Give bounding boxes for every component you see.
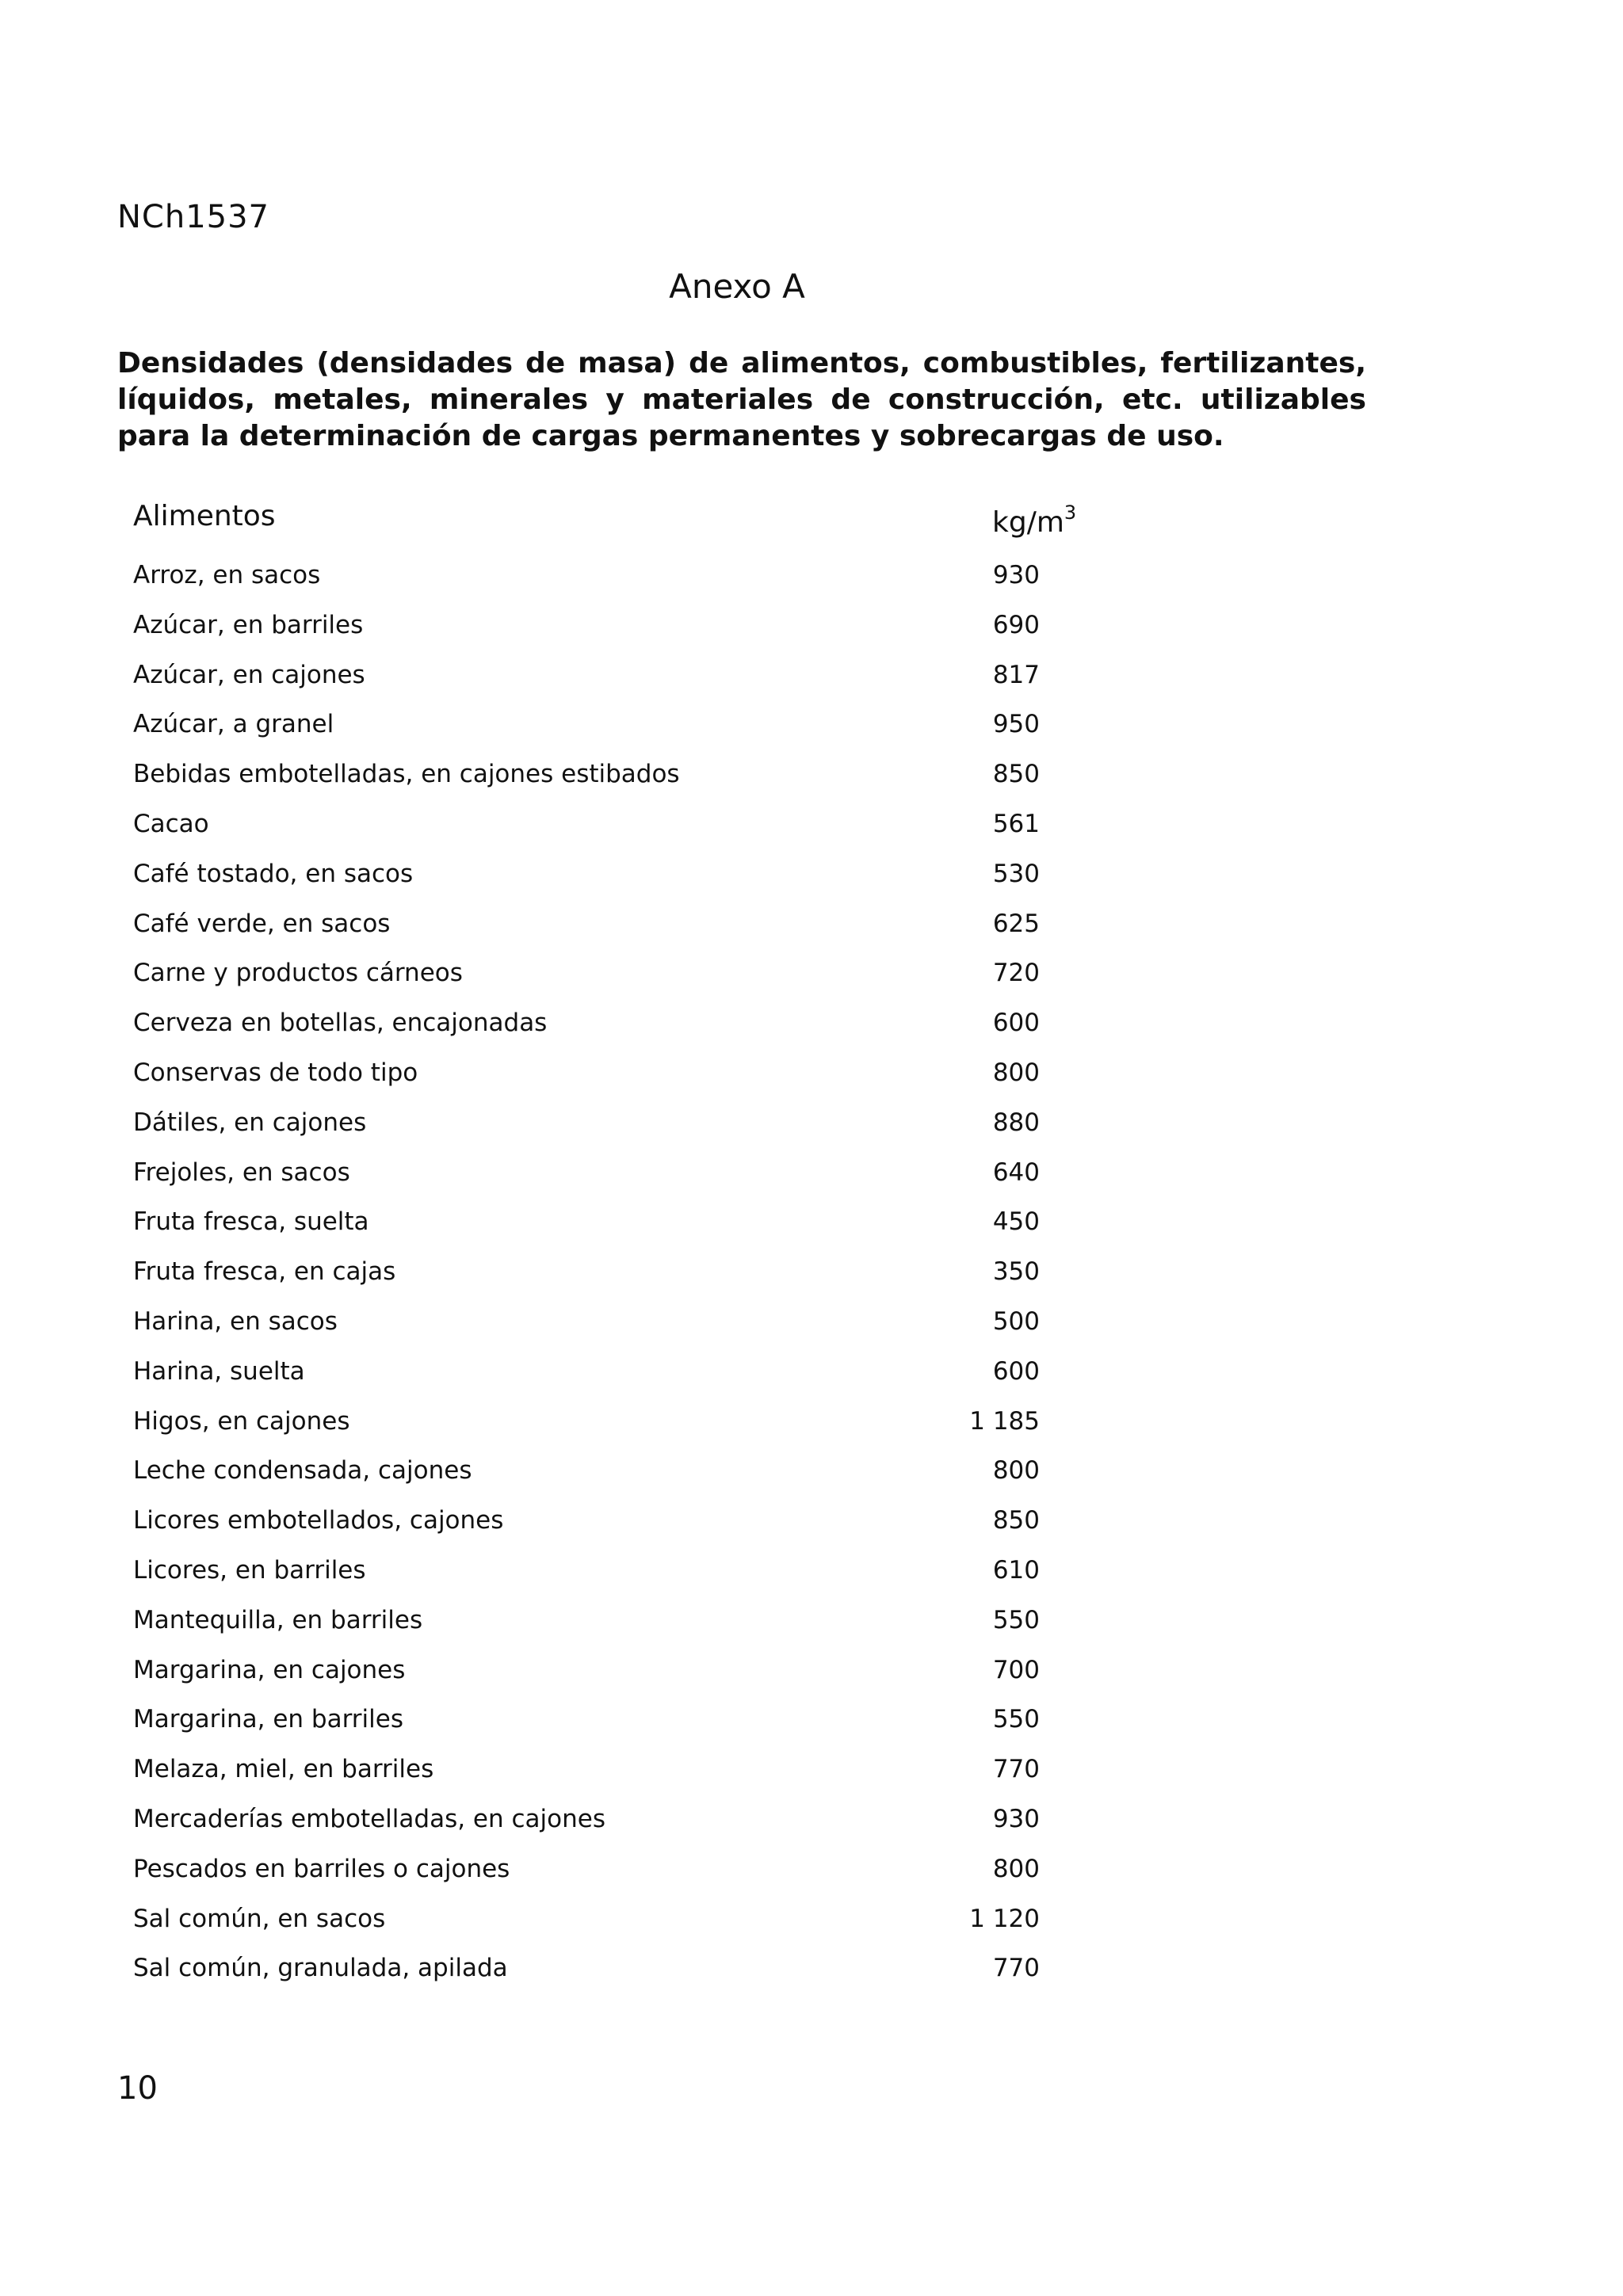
table-row (133, 1651, 1084, 1701)
row-food-name: Cacao (133, 809, 209, 838)
table-row (133, 1551, 1084, 1601)
density-table (133, 556, 1084, 1999)
table-row (133, 1501, 1084, 1551)
row-food-name: Sal común, en sacos (133, 1904, 386, 1933)
row-density-value: 550 (992, 1705, 1040, 1734)
row-food-name: Licores, en barriles (133, 1555, 366, 1585)
row-food-name: Bebidas embotelladas, en cajones estibados (133, 760, 680, 789)
row-density-value: 800 (992, 1058, 1040, 1087)
row-density-value: 640 (992, 1158, 1040, 1187)
row-density-value: 950 (992, 710, 1040, 739)
row-food-name: Mercaderías embotelladas, en cajones (133, 1804, 605, 1833)
annex-intro-paragraph: Densidades (densidades de masa) de alimentos, combustibles, fertilizantes, líquidos, metales, minerales y materiales de construcción, etc. utilizables para la determinación de cargas permanentes y sobrecargas de uso. (117, 347, 1366, 452)
row-density-value: 720 (992, 959, 1040, 988)
row-density-value: 600 (992, 1009, 1040, 1038)
table-row (133, 905, 1084, 955)
table-row (133, 1302, 1084, 1352)
table-row (133, 656, 1084, 706)
table-row (133, 1451, 1084, 1501)
row-food-name: Conservas de todo tipo (133, 1058, 418, 1087)
table-row (133, 855, 1084, 905)
table-row (133, 954, 1084, 1004)
row-density-value: 530 (992, 859, 1040, 888)
row-food-name: Carne y productos cárneos (133, 959, 463, 988)
row-density-value: 561 (992, 809, 1040, 838)
row-food-name: Azúcar, a granel (133, 710, 334, 739)
row-food-name: Azúcar, en cajones (133, 660, 365, 689)
table-row (133, 1203, 1084, 1253)
row-food-name: Pescados en barriles o cajones (133, 1854, 510, 1883)
row-density-value: 450 (992, 1207, 1040, 1237)
unit-exponent: 3 (1064, 502, 1077, 524)
row-density-value: 850 (992, 760, 1040, 789)
row-food-name: Harina, suelta (133, 1356, 305, 1386)
document-code: NCh1537 (117, 199, 269, 235)
row-food-name: Harina, en sacos (133, 1306, 338, 1336)
row-density-value: 930 (992, 1804, 1040, 1833)
row-food-name: Leche condensada, cajones (133, 1456, 472, 1486)
table-row (133, 805, 1084, 855)
row-density-value: 500 (992, 1306, 1040, 1336)
row-density-value: 600 (992, 1356, 1040, 1386)
unit-base: kg/m (992, 506, 1064, 539)
row-food-name: Margarina, en barriles (133, 1705, 403, 1734)
row-food-name: Dátiles, en cajones (133, 1108, 367, 1137)
table-row (133, 1352, 1084, 1402)
column-header-unit (992, 504, 1076, 542)
row-food-name: Sal común, granulada, apilada (133, 1954, 508, 1983)
row-food-name: Higos, en cajones (133, 1406, 350, 1436)
row-food-name: Mantequilla, en barriles (133, 1605, 423, 1634)
table-row (133, 1104, 1084, 1154)
row-food-name: Azúcar, en barriles (133, 610, 364, 639)
annex-title: Anexo A (669, 267, 805, 306)
row-food-name: Arroz, en sacos (133, 561, 321, 589)
row-density-value: 770 (992, 1954, 1040, 1983)
row-density-value: 817 (992, 660, 1040, 689)
table-row (133, 1601, 1084, 1651)
table-row (133, 1900, 1084, 1950)
row-food-name: Fruta fresca, en cajas (133, 1257, 396, 1287)
row-density-value: 350 (992, 1257, 1040, 1287)
table-row (133, 1850, 1084, 1900)
row-density-value: 690 (992, 610, 1040, 639)
table-row (133, 1054, 1084, 1104)
row-density-value: 800 (992, 1854, 1040, 1883)
table-row (133, 1253, 1084, 1302)
table-row (133, 705, 1084, 755)
table-row (133, 606, 1084, 656)
row-food-name: Margarina, en cajones (133, 1655, 406, 1684)
table-row (133, 1004, 1084, 1054)
table-row (133, 1700, 1084, 1750)
table-row (133, 556, 1084, 606)
row-density-value: 625 (992, 909, 1040, 938)
row-density-value: 610 (992, 1555, 1040, 1585)
row-food-name: Café verde, en sacos (133, 909, 391, 938)
table-row (133, 1154, 1084, 1203)
row-density-value: 850 (992, 1506, 1040, 1535)
row-food-name: Fruta fresca, suelta (133, 1207, 369, 1237)
row-density-value: 770 (992, 1755, 1040, 1784)
row-density-value: 800 (992, 1456, 1040, 1486)
row-density-value: 930 (992, 561, 1040, 589)
row-density-value: 700 (992, 1655, 1040, 1684)
row-density-value: 1 120 (969, 1904, 1040, 1933)
row-density-value: 550 (992, 1605, 1040, 1634)
row-food-name: Melaza, miel, en barriles (133, 1755, 434, 1784)
row-food-name: Café tostado, en sacos (133, 859, 414, 888)
table-row (133, 1949, 1084, 1999)
row-food-name: Cerveza en botellas, encajonadas (133, 1009, 548, 1038)
column-header-alimentos: Alimentos (133, 500, 276, 532)
row-food-name: Licores embotellados, cajones (133, 1506, 504, 1535)
row-density-value: 880 (992, 1108, 1040, 1137)
table-row (133, 1750, 1084, 1800)
table-row (133, 1402, 1084, 1452)
row-food-name: Frejoles, en sacos (133, 1158, 350, 1187)
table-row (133, 755, 1084, 805)
table-header (133, 498, 1084, 545)
table-row (133, 1800, 1084, 1850)
page-number: 10 (117, 2070, 158, 2107)
row-density-value: 1 185 (969, 1406, 1040, 1436)
